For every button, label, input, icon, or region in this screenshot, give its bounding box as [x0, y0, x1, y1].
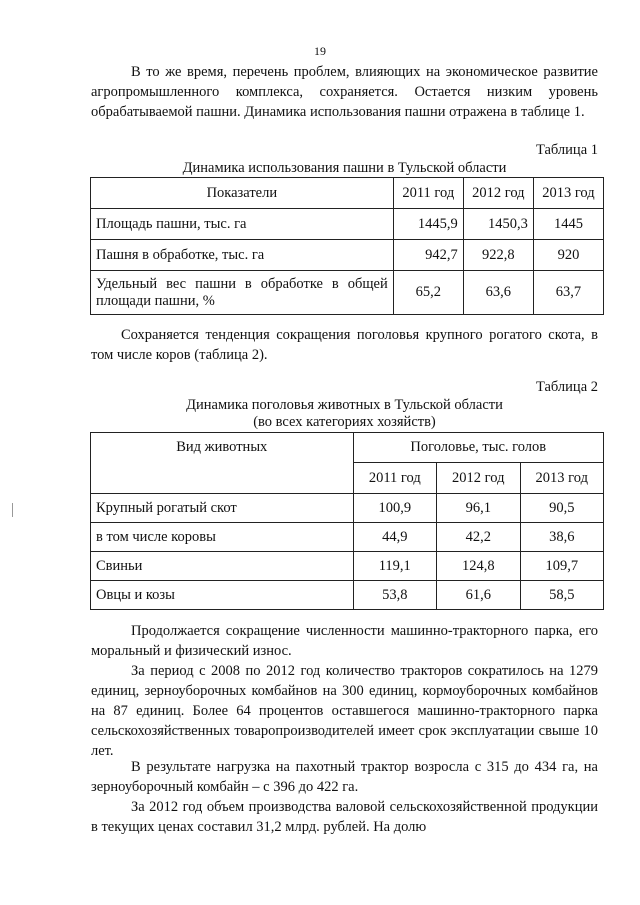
table2 [90, 432, 604, 610]
paragraph-3: Продолжается сокращение численности машинно-тракторного парка, его моральный и физический износ. [91, 623, 598, 659]
cell-value: 63,6 [463, 271, 533, 315]
row-label: Крупный рогатый скот [91, 494, 354, 523]
cell-value: 942,7 [393, 240, 463, 271]
table-row [91, 240, 604, 271]
cell-value: 42,2 [437, 523, 520, 552]
cell-value: 65,2 [393, 271, 463, 315]
table2-header-group: Поголовье, тыс. голов [353, 433, 603, 463]
table2-label: Таблица 2 [535, 379, 598, 395]
row-label: Овцы и козы [91, 581, 354, 610]
row-label: Свиньи [91, 552, 354, 581]
table2-subtitle: (во всех категориях хозяйств) [253, 414, 436, 430]
table1 [90, 177, 604, 315]
row-label-line-2: площади пашни, % [96, 292, 215, 309]
table1-header-year: 2011 год [393, 178, 463, 209]
table2-header-year: 2011 год [353, 463, 436, 494]
table1-header-row [91, 178, 604, 209]
row-label [91, 271, 394, 315]
cell-value: 96,1 [437, 494, 520, 523]
table-row [91, 494, 604, 523]
cell-value: 109,7 [520, 552, 604, 581]
paragraph-6: За 2012 год объем производства валовой сельскохозяйственной продукции в текущих ценах составил 31,2 млрд. рублей. На долю [91, 799, 598, 835]
cell-value: 61,6 [437, 581, 520, 610]
paragraph-2: Сохраняется тенденция сокращения поголовья крупного рогатого скота, в том числе коров (таблица 2). [91, 327, 598, 363]
table2-header-kind: Вид животных [91, 433, 354, 494]
paragraph-5: В результате нагрузка на пахотный трактор возросла с 315 до 434 га, на зерноуборочный комбайн – с 396 до 422 га. [91, 759, 598, 795]
table2-title: Динамика поголовья животных в Тульской области [186, 397, 503, 413]
row-label: Пашня в обработке, тыс. га [91, 240, 394, 271]
cell-value: 58,5 [520, 581, 604, 610]
table-row [91, 581, 604, 610]
page-number: 19 [314, 44, 326, 58]
row-label-line-1: Удельный вес пашни в обработке в общей [96, 275, 388, 292]
cell-value: 119,1 [353, 552, 436, 581]
table-row [91, 523, 604, 552]
margin-mark [12, 503, 13, 517]
cell-value: 53,8 [353, 581, 436, 610]
cell-value: 63,7 [533, 271, 603, 315]
cell-value: 90,5 [520, 494, 604, 523]
cell-value: 1445 [533, 209, 603, 240]
table1-header-year: 2013 год [533, 178, 603, 209]
paragraph-1: В то же время, перечень проблем, влияющих на экономическое развитие агропромышленного комплекса, сохраняется. Остается низким уровень обрабатываемой пашни. Динамика использования пашни отражена в таблице 1. [91, 64, 598, 120]
cell-value: 38,6 [520, 523, 604, 552]
cell-value: 920 [533, 240, 603, 271]
table1-label: Таблица 1 [535, 142, 598, 158]
table2-header-year: 2012 год [437, 463, 520, 494]
cell-value: 124,8 [437, 552, 520, 581]
cell-value: 1450,3 [463, 209, 533, 240]
row-label: в том числе коровы [91, 523, 354, 552]
table1-header-year: 2012 год [463, 178, 533, 209]
table-row [91, 552, 604, 581]
cell-value: 44,9 [353, 523, 436, 552]
table1-title: Динамика использования пашни в Тульской области [182, 160, 507, 176]
table2-header-row [91, 433, 604, 463]
row-label: Площадь пашни, тыс. га [91, 209, 394, 240]
cell-value: 922,8 [463, 240, 533, 271]
table1-header-indicator: Показатели [91, 178, 394, 209]
paragraph-4: За период с 2008 по 2012 год количество тракторов сократилось на 1279 единиц, зерноуборочных комбайнов на 300 единиц, кормоуборочных комбайнов на 87 единиц. Более 64 процентов оставшегося машинно-тракторного парка сельскохозяйственных товаропроизводителей имеет срок эксплуатации свыше 10 лет. [91, 663, 598, 759]
cell-value: 1445,9 [393, 209, 463, 240]
table-row [91, 209, 604, 240]
cell-value: 100,9 [353, 494, 436, 523]
table-row [91, 271, 604, 315]
table2-header-year: 2013 год [520, 463, 604, 494]
